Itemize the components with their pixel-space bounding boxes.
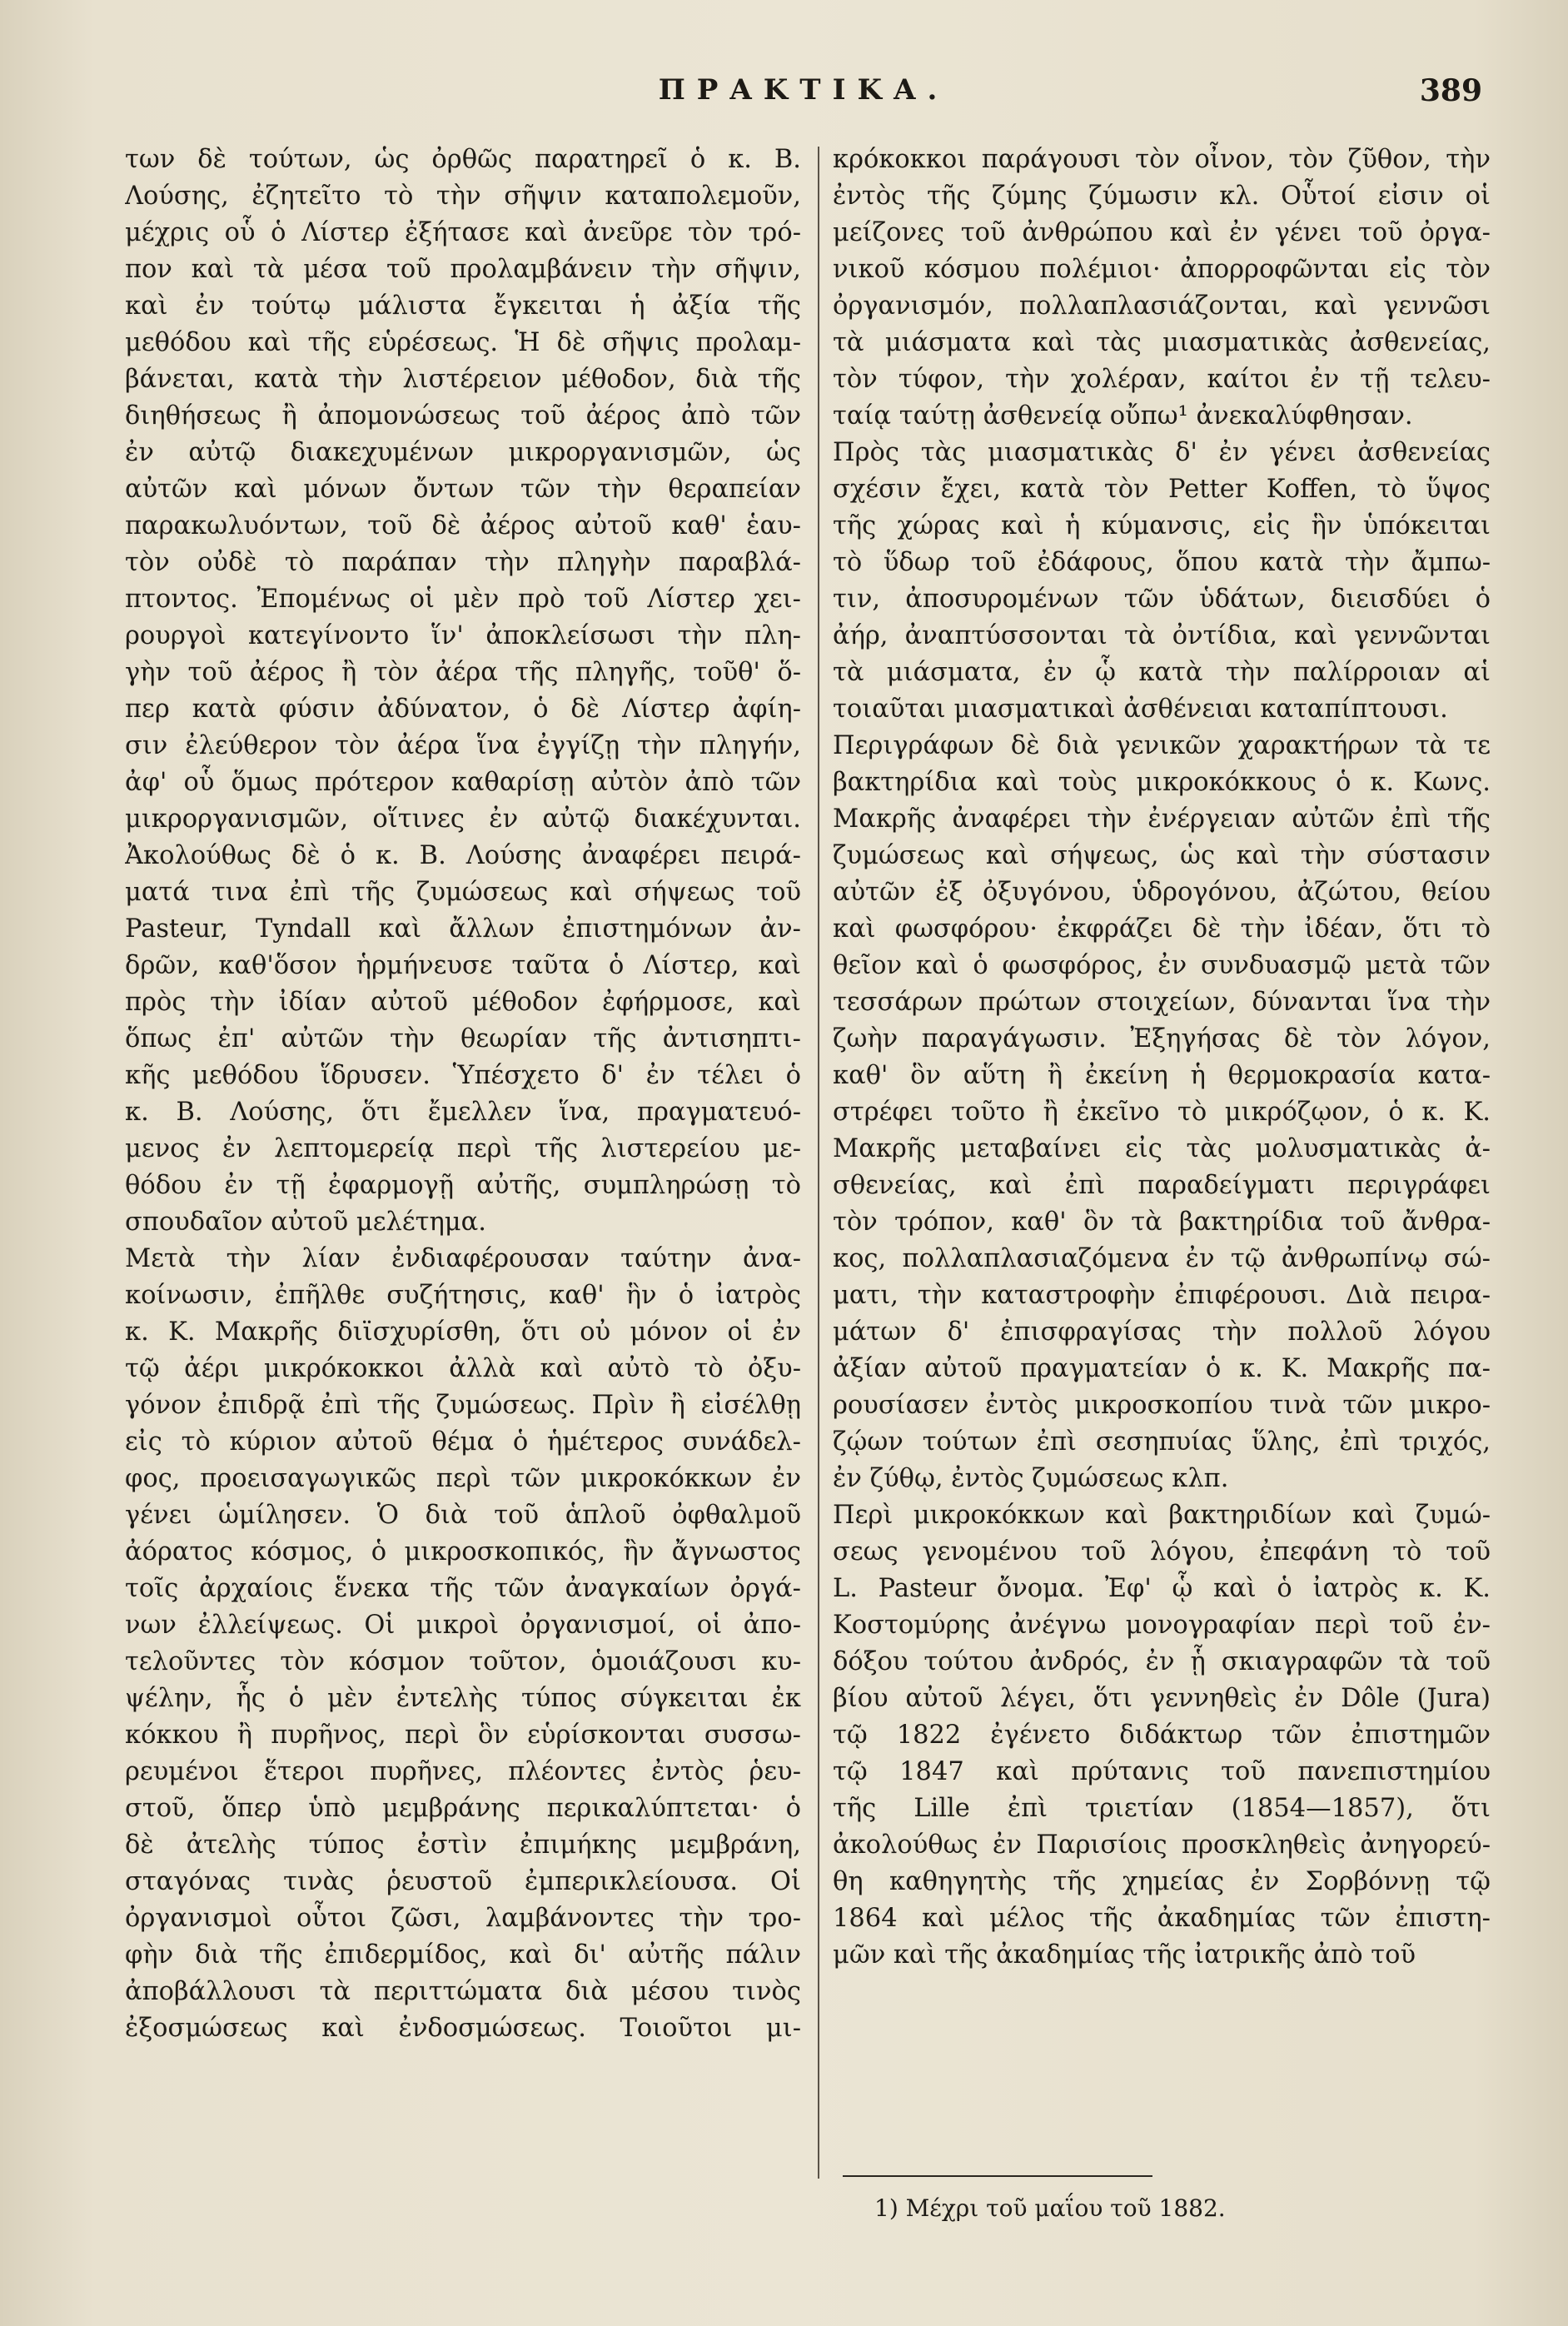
- text-line: ἀξίαν αὐτοῦ πραγματείαν ὁ κ. Κ. Μακρῆς πα-: [833, 1354, 1491, 1383]
- text-line: κῆς μεθόδου ἵδρυσεν. Ὑπέσχετο δ' ἐν τέλει ὁ: [125, 1061, 801, 1090]
- text-line: βάνεται, κατὰ τὴν λιστέρειον μέθοδον, διὰ τῆς: [125, 365, 801, 394]
- footnote: 1) Μέχρι τοῦ μαΐου τοῦ 1882.: [874, 2194, 1226, 2222]
- text-line: τῷ 1822 ἐγένετο διδάκτωρ τῶν ἐπιστημῶν: [833, 1721, 1491, 1750]
- text-line: κ. Κ. Μακρῆς διϊσχυρίσθη, ὅτι οὐ μόνον οἱ ἐν: [125, 1317, 801, 1347]
- text-line: τὰ μιάσματα, ἐν ᾧ κατὰ τὴν παλίρροιαν αἱ: [833, 658, 1491, 687]
- text-line: ψέλην, ἧς ὁ μὲν ἐντελὴς τύπος σύγκειται ἐκ: [125, 1684, 801, 1713]
- text-line: μικροργανισμῶν, οἵτινες ἐν αὐτῷ διακέχυνται.: [125, 804, 801, 834]
- text-line: δὲ ἀτελὴς τύπος ἐστὶν ἐπιμήκης μεμβράνη,: [125, 1830, 801, 1860]
- text-line: κ. Β. Λούσης, ὅτι ἔμελλεν ἵνα, πραγματευό-: [125, 1098, 801, 1127]
- text-line: τὸν τύφον, τὴν χολέραν, καίτοι ἐν τῇ τελευ-: [833, 365, 1491, 394]
- text-line: ἀποβάλλουσι τὰ περιττώματα διὰ μέσου τινὸς: [125, 1977, 801, 2006]
- text-line: πτοντος. Ἐπομένως οἱ μὲν πρὸ τοῦ Λίστερ χει-: [125, 585, 801, 614]
- text-line: ζυμώσεως καὶ σήψεως, ὡς καὶ τὴν σύστασιν: [833, 841, 1491, 870]
- text-line: ἀκολούθως ἐν Παρισίοις προσκληθεὶς ἀνηγορεύ-: [833, 1830, 1491, 1860]
- text-line: γένει ὡμίλησεν. Ὁ διὰ τοῦ ἁπλοῦ ὀφθαλμοῦ: [125, 1501, 801, 1530]
- text-line: γὴν τοῦ ἀέρος ἢ τὸν ἀέρα τῆς πληγῆς, τοῦθ' ὅ-: [125, 658, 801, 687]
- text-line: μενος ἐν λεπτομερείᾳ περὶ τῆς λιστερείου με-: [125, 1134, 801, 1163]
- page-number: 389: [1419, 73, 1482, 108]
- text-line: Ἀκολούθως δὲ ὁ κ. Β. Λούσης ἀναφέρει πειρά-: [125, 841, 801, 870]
- text-line: νων ἐλλείψεως. Οἱ μικροὶ ὀργανισμοί, οἱ ἀπο-: [125, 1611, 801, 1640]
- text-line: τὸ ὕδωρ τοῦ ἐδάφους, ὅπου κατὰ τὴν ἄμπω-: [833, 548, 1491, 577]
- text-line: καθ' ὃν αὕτη ἢ ἐκείνη ἡ θερμοκρασία κατα-: [833, 1061, 1491, 1090]
- text-line: θεῖον καὶ ὁ φωσφόρος, ἐν συνδυασμῷ μετὰ τῶν: [833, 951, 1491, 980]
- text-line: Μακρῆς ἀναφέρει τὴν ἐνέργειαν αὐτῶν ἐπὶ τῆς: [833, 804, 1491, 834]
- text-line: σταγόνας τινὰς ῥευστοῦ ἐμπερικλείουσα. Οἱ: [125, 1867, 801, 1896]
- page-header: [125, 73, 1482, 123]
- text-line: καὶ φωσφόρου· ἐκφράζει δὲ τὴν ἰδέαν, ὅτι τὸ: [833, 914, 1491, 944]
- text-line: καὶ ἐν τούτῳ μάλιστα ἔγκειται ἡ ἀξία τῆς: [125, 291, 801, 321]
- text-line: πρὸς τὴν ἰδίαν αὐτοῦ μέθοδον ἐφήρμοσε, καὶ: [125, 988, 801, 1017]
- text-line: κοίνωσιν, ἐπῆλθε συζήτησις, καθ' ἣν ὁ ἰατρὸς: [125, 1281, 801, 1310]
- text-line: ὅπως ἐπ' αὐτῶν τὴν θεωρίαν τῆς ἀντισηπτι-: [125, 1024, 801, 1053]
- text-line: ματά τινα ἐπὶ τῆς ζυμώσεως καὶ σήψεως τοῦ: [125, 878, 801, 907]
- text-line: θη καθηγητὴς τῆς χημείας ἐν Σορβόννῃ τῷ: [833, 1867, 1491, 1896]
- text-line: κόκκου ἢ πυρῆνος, περὶ ὃν εὑρίσκονται συσσω-: [125, 1721, 801, 1750]
- text-line: θόδου ἐν τῇ ἐφαρμογῇ αὐτῆς, συμπληρώσῃ τὸ: [125, 1171, 801, 1200]
- text-line: Περὶ μικροκόκκων καὶ βακτηριδίων καὶ ζυμώ-: [833, 1501, 1491, 1530]
- text-line: τῷ ἀέρι μικρόκοκκοι ἀλλὰ καὶ αὐτὸ τὸ ὀξυ-: [125, 1354, 801, 1383]
- text-line: μείζονες τοῦ ἀνθρώπου καὶ ἐν γένει τοῦ ὀργα-: [833, 218, 1491, 247]
- text-line: σχέσιν ἔχει, κατὰ τὸν Petter Koffen, τὸ ὕψος: [833, 475, 1491, 504]
- text-line: L. Pasteur ὄνομα. Ἐφ' ᾧ καὶ ὁ ἰατρὸς κ. Κ.: [833, 1574, 1491, 1603]
- text-line: ἐντὸς τῆς ζύμης ζύμωσιν κλ. Οὗτοί εἰσιν οἱ: [833, 182, 1491, 211]
- text-line: τὸν τρόπον, καθ' ὃν τὰ βακτηρίδια τοῦ ἄνθρα-: [833, 1208, 1491, 1237]
- text-line: Λούσης, ἐζητεῖτο τὸ τὴν σῆψιν καταπολεμοῦν,: [125, 182, 801, 211]
- text-line: τοῖς ἀρχαίοις ἕνεκα τῆς τῶν ἀναγκαίων ὀργά-: [125, 1574, 801, 1603]
- text-line: τελοῦντες τὸν κόσμον τοῦτον, ὁμοιάζουσι κυ-: [125, 1647, 801, 1676]
- text-line: φος, προεισαγωγικῶς περὶ τῶν μικροκόκκων ἐν: [125, 1464, 801, 1493]
- text-line: δόξου τούτου ἀνδρός, ἐν ᾗ σκιαγραφῶν τὰ τοῦ: [833, 1647, 1491, 1676]
- text-line: ἐν αὐτῷ διακεχυμένων μικροργανισμῶν, ὡς: [125, 438, 801, 467]
- text-line: ταίᾳ ταύτῃ ἀσθενείᾳ οὔπω¹ ἀνεκαλύφθησαν.: [833, 401, 1413, 431]
- text-line: γόνον ἐπιδρᾷ ἐπὶ τῆς ζυμώσεως. Πρὶν ἢ εἰσέλθῃ: [125, 1391, 801, 1420]
- text-line: τιν, ἀποσυρομένων τῶν ὑδάτων, διεισδύει ὁ: [833, 585, 1491, 614]
- text-line: μάτων δ' ἐπισφραγίσας τὴν πολλοῦ λόγου: [833, 1317, 1491, 1347]
- text-line: διηθήσεως ἢ ἀπομονώσεως τοῦ ἀέρος ἀπὸ τῶν: [125, 401, 801, 431]
- text-line: των δὲ τούτων, ὡς ὀρθῶς παρατηρεῖ ὁ κ. Β.: [125, 145, 801, 174]
- text-line: σιν ἐλεύθερον τὸν ἀέρα ἵνα ἐγγίζῃ τὴν πληγήν,: [125, 731, 801, 760]
- text-line: τῷ 1847 καὶ πρύτανις τοῦ πανεπιστημίου: [833, 1757, 1491, 1786]
- text-line: ἀφ' οὗ ὅμως πρότερον καθαρίσῃ αὐτὸν ἀπὸ τῶν: [125, 768, 801, 797]
- text-line: κος, πολλαπλασιαζόμενα ἐν τῷ ἀνθρωπίνῳ σώ-: [833, 1244, 1491, 1273]
- text-line: τὰ μιάσματα καὶ τὰς μιασματικὰς ἀσθενείας,: [833, 328, 1491, 357]
- text-line: Περιγράφων δὲ διὰ γενικῶν χαρακτήρων τὰ τε: [833, 731, 1491, 760]
- text-line: Pasteur, Tyndall καὶ ἄλλων ἐπιστημόνων ἀν-: [125, 914, 801, 944]
- text-line: εἰς τὸ κύριον αὐτοῦ θέμα ὁ ἡμέτερος συνάδελ-: [125, 1427, 801, 1457]
- text-line: σθενείας, καὶ ἐπὶ παραδείγματι περιγράφει: [833, 1171, 1491, 1200]
- text-line: ρουργοὶ κατεγίνοντο ἵν' ἀποκλείσωσι τὴν πλη-: [125, 621, 801, 650]
- column-divider: [818, 147, 819, 2179]
- text-line: βίου αὐτοῦ λέγει, ὅτι γεννηθεὶς ἐν Dôle (Jura): [833, 1684, 1491, 1713]
- text-line: σπουδαῖον αὐτοῦ μελέτημα.: [125, 1208, 486, 1237]
- text-line: ἀήρ, ἀναπτύσσονται τὰ ὀντίδια, καὶ γεννῶνται: [833, 621, 1491, 650]
- text-line: Πρὸς τὰς μιασματικὰς δ' ἐν γένει ἀσθενείας: [833, 438, 1491, 467]
- left-column: [125, 142, 801, 2047]
- text-line: δρῶν, καθ'ὅσον ἡρμήνευσε ταῦτα ὁ Λίστερ, καὶ: [125, 951, 801, 980]
- text-line: τοιαῦται μιασματικαὶ ἀσθένειαι καταπίπτουσι.: [833, 695, 1448, 724]
- text-line: ἐν ζύθῳ, ἐντὸς ζυμώσεως κλπ.: [833, 1464, 1229, 1493]
- text-line: τεσσάρων πρώτων στοιχείων, δύνανται ἵνα τὴν: [833, 988, 1491, 1017]
- text-line: τὸν οὐδὲ τὸ παράπαν τὴν πληγὴν παραβλά-: [125, 548, 801, 577]
- text-line: αὐτῶν ἐξ ὀξυγόνου, ὑδρογόνου, ἀζώτου, θείου: [833, 878, 1491, 907]
- text-line: αὐτῶν καὶ μόνων ὄντων τῶν τὴν θεραπείαν: [125, 475, 801, 504]
- text-line: φὴν διὰ τῆς ἐπιδερμίδος, καὶ δι' αὐτῆς πάλιν: [125, 1940, 801, 1970]
- text-line: παρακωλυόντων, τοῦ δὲ ἀέρος αὐτοῦ καθ' ἑαυ-: [125, 511, 801, 540]
- text-line: ρευμένοι ἕτεροι πυρῆνες, πλέοντες ἐντὸς ῥευ-: [125, 1757, 801, 1786]
- text-line: μέχρις οὗ ὁ Λίστερ ἐξήτασε καὶ ἀνεῦρε τὸν τρό-: [125, 218, 801, 247]
- text-line: ἐξοσμώσεως καὶ ἐνδοσμώσεως. Τοιοῦτοι μι-: [125, 2014, 801, 2043]
- text-line: ἀόρατος κόσμος, ὁ μικροσκοπικός, ἣν ἄγνωστος: [125, 1537, 801, 1566]
- text-line: 1864 καὶ μέλος τῆς ἀκαδημίας τῶν ἐπιστη-: [833, 1904, 1491, 1933]
- text-line: Κοστομύρης ἀνέγνω μονογραφίαν περὶ τοῦ ἐν-: [833, 1611, 1491, 1640]
- text-line: περ κατὰ φύσιν ἀδύνατον, ὁ δὲ Λίστερ ἀφίη-: [125, 695, 801, 724]
- text-line: βακτηρίδια καὶ τοὺς μικροκόκκους ὁ κ. Κωνς.: [833, 768, 1491, 797]
- footnote-rule: [843, 2175, 1152, 2177]
- text-line: στοῦ, ὅπερ ὑπὸ μεμβράνης περικαλύπτεται· ὁ: [125, 1794, 801, 1823]
- text-line: σεως γενομένου τοῦ λόγου, ἐπεφάνη τὸ τοῦ: [833, 1537, 1491, 1566]
- text-line: Μακρῆς μεταβαίνει εἰς τὰς μολυσματικὰς ἀ-: [833, 1134, 1491, 1163]
- text-line: ζωὴν παραγάγωσιν. Ἐξηγήσας δὲ τὸν λόγον,: [833, 1024, 1491, 1053]
- text-line: ὀργανισμόν, πολλαπλασιάζονται, καὶ γεννῶσι: [833, 291, 1491, 321]
- text-line: ρουσίασεν ἐντὸς μικροσκοπίου τινὰ τῶν μικρο-: [833, 1391, 1491, 1420]
- text-line: ματι, τὴν καταστροφὴν ἐπιφέρουσι. Διὰ πειρα-: [833, 1281, 1491, 1310]
- text-line: ζῴων τούτων ἐπὶ σεσηπυίας ὕλης, ἐπὶ τριχός,: [833, 1427, 1491, 1457]
- text-line: στρέφει τοῦτο ἢ ἐκεῖνο τὸ μικρόζῳον, ὁ κ. Κ.: [833, 1098, 1491, 1127]
- text-line: τῆς Lille ἐπὶ τριετίαν (1854—1857), ὅτι: [833, 1794, 1491, 1823]
- text-line: μῶν καὶ τῆς ἀκαδημίας τῆς ἰατρικῆς ἀπὸ τοῦ: [833, 1940, 1416, 1970]
- running-head: ΠΡΑΚΤΙΚΑ.: [658, 73, 949, 107]
- text-line: μεθόδου καὶ τῆς εὑρέσεως. Ἡ δὲ σῆψις προλαμ-: [125, 328, 801, 357]
- right-column: [833, 142, 1491, 1974]
- text-line: κρόκοκκοι παράγουσι τὸν οἶνον, τὸν ζῦθον, τὴν: [833, 145, 1491, 174]
- text-line: τῆς χώρας καὶ ἡ κύμανσις, εἰς ἣν ὑπόκειται: [833, 511, 1491, 540]
- text-line: ὀργανισμοὶ οὗτοι ζῶσι, λαμβάνοντες τὴν τρο-: [125, 1904, 801, 1933]
- text-line: πον καὶ τὰ μέσα τοῦ προλαμβάνειν τὴν σῆψιν,: [125, 255, 801, 284]
- text-line: νικοῦ κόσμου πολέμιοι· ἀπορροφῶνται εἰς τὸν: [833, 255, 1491, 284]
- text-line: Μετὰ τὴν λίαν ἐνδιαφέρουσαν ταύτην ἀνα-: [125, 1244, 801, 1273]
